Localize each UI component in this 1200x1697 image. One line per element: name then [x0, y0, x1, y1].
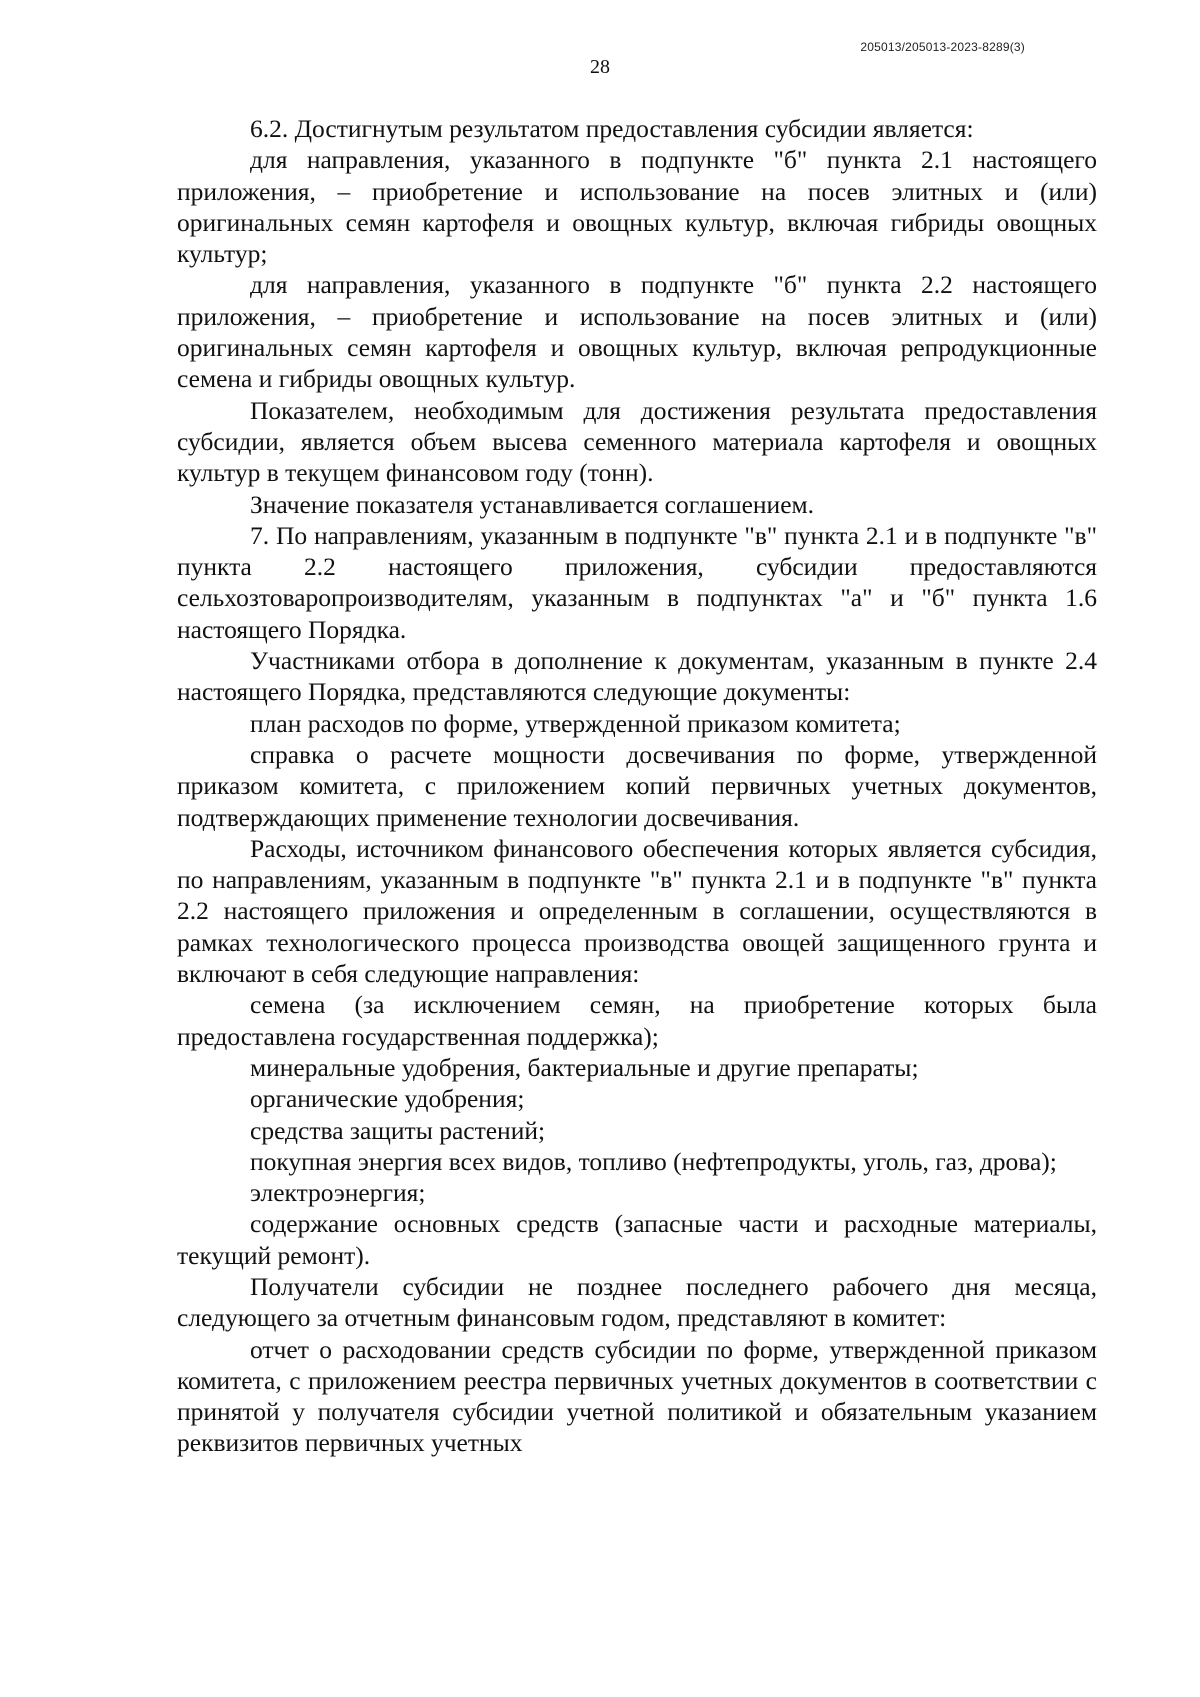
paragraph-6-2-result: 6.2. Достигнутым результатом предоставления субсидии является:	[250, 114, 974, 143]
list-item-fixed-assets: содержание основных средств (запасные части и расходные материалы, текущий ремонт).	[177, 1209, 1097, 1270]
list-item-electricity: электроэнергия;	[250, 1178, 426, 1208]
paragraph-direction-2-1-b: для направления, указанного в подпункте "б" пункта 2.1 настоящего приложения, – приобретение и использование на посев элитных и (или) оригинальных семян картофеля и овощных культур, включая гибриды овощных культур;	[177, 145, 1097, 269]
paragraph-indicator: Показателем, необходимым для достижения результата предоставления субсидии, является объем высева семенного материала картофеля и овощных культур в текущем финансовом году (тонн).	[177, 395, 1097, 488]
list-item-expense-plan: план расходов по форме, утвержденной приказом комитета;	[250, 708, 901, 738]
paragraph-expenses: Расходы, источником финансового обеспечения которых является субсидия, по направлениям, указанным в подпункте "в" пункта 2.1 и в подпункте "в" пункта 2.2 настоящего приложения и определенным в соглашении, осуществляются в рамках технологического процесса производства овощей защищенного грунта и включают в себя следующие направления:	[177, 833, 1097, 989]
page-number: 28	[590, 56, 610, 78]
list-item-lighting-certificate: справка о расчете мощности досвечивания по форме, утвержденной приказом комитета, с приложением копий первичных учетных документов, подтверждающих применение технологии досвечивания.	[177, 739, 1097, 832]
list-item-seeds: семена (за исключением семян, на приобретение которых была предоставлена государственная поддержка);	[177, 990, 1097, 1051]
list-item-organic-fertilizers: органические удобрения;	[250, 1084, 525, 1114]
paragraph-7-directions: 7. По направлениям, указанным в подпункте "в" пункта 2.1 и в подпункте "в" пункта 2.2 настоящего приложения, субсидии предоставляются сельхозтоваропроизводителям, указанным в подпунктах "а" и "б" пункта 1.6 настоящего Порядка.	[177, 520, 1097, 644]
document-body	[177, 113, 1097, 1459]
document-registration-number: 205013/205013-2023-8289(3)	[860, 40, 1025, 54]
list-item-plant-protection: средства защиты растений;	[250, 1115, 546, 1145]
paragraph-recipients-report: Получатели субсидии не позднее последнего рабочего дня месяца, следующего за отчетным финансовым годом, представляют в комитет:	[177, 1271, 1097, 1333]
list-item-expenditure-report: отчет о расходовании средств субсидии по форме, утвержденной приказом комитета, с приложением реестра первичных учетных документов в соответствии с принятой у получателя субсидии учетной политикой и обязательным указанием реквизитов первичных учетных	[177, 1334, 1097, 1458]
paragraph-direction-2-2-b: для направления, указанного в подпункте "б" пункта 2.2 настоящего приложения, – приобретение и использование на посев элитных и (или) оригинальных семян картофеля и овощных культур, включая репродукционные семена и гибриды овощных культур.	[177, 270, 1097, 394]
list-item-purchased-energy: покупная энергия всех видов, топливо (нефтепродукты, уголь, газ, дрова);	[250, 1146, 1057, 1176]
paragraph-indicator-value: Значение показателя устанавливается соглашением.	[250, 489, 815, 519]
paragraph-participants-documents: Участниками отбора в дополнение к документам, указанным в пункте 2.4 настоящего Порядка, представляются следующие документы:	[177, 646, 1097, 707]
list-item-mineral-fertilizers: минеральные удобрения, бактериальные и другие препараты;	[250, 1052, 919, 1082]
